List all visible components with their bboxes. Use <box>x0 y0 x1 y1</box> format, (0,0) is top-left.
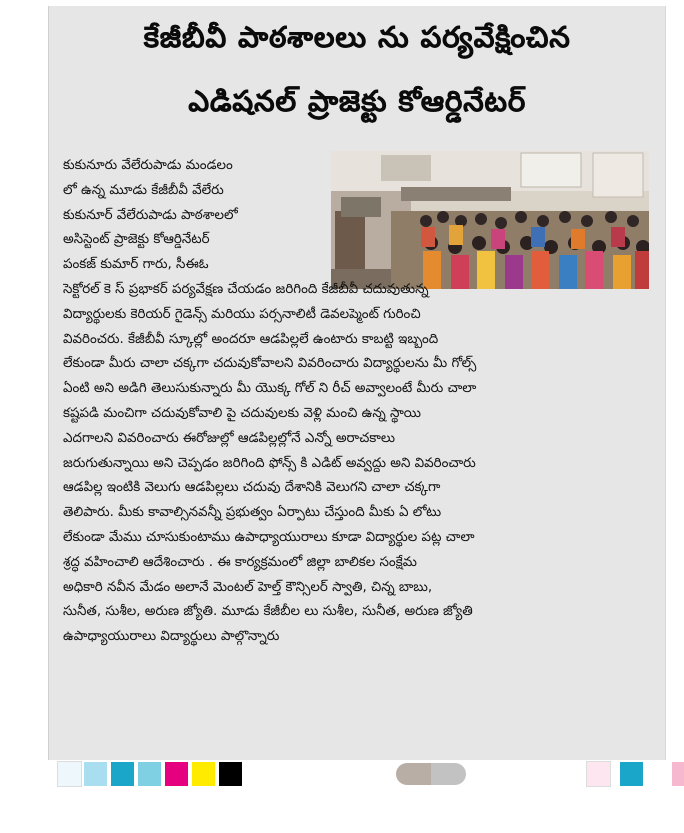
color-swatch <box>84 762 107 786</box>
article-line: ఎదగాలని వివరించారు ఈరోజుల్లో ఆడపిల్లల్లోనే ఎన్నో అరాచకాలు <box>63 430 395 446</box>
article-line: కుకునూరు వేలేరుపాడు మండలం <box>63 158 233 173</box>
article-line: ఆడపిల్ల ఇంటికి వెలుగు ఆడపిల్లలు చదువు దేశానికి వెలుగని చాలా చక్కగా <box>63 480 441 496</box>
article-line: పంకజ్ కుమార్ గారు, సీఈఓ <box>63 257 209 273</box>
headline-line-1: కేజీబీవీ పాఠశాలలు ను పర్యవేక్షించిన <box>143 20 571 54</box>
article-line: అధికారి నవీన మేడం అలానే మెంటల్ హెల్త్ కౌన్సిలర్ స్వాతి, చిన్న బాబు, <box>63 579 433 595</box>
headline-line-2: ఎడిషనల్ ప్రాజెక్టు కోఆర్డినేటర్ <box>188 84 526 118</box>
article-line: అసిస్టెంట్ ప్రాజెక్టు కోఆర్డినేటర్ <box>63 232 210 248</box>
article-line: విద్యార్థులకు కెరియర్ గైడెన్స్ మరియు పర్సనాలిటీ డెవలప్మెంట్ గురించి <box>63 306 421 322</box>
color-swatch <box>58 762 81 786</box>
article-line: శ్రద్ధ వహించాలి ఆదేశించారు . ఈ కార్యక్రమంలో జిల్లా బాలికల సంక్షేమ <box>63 554 417 570</box>
article-line: లేకుండా మేము చూసుకుంటాము ఉపాధ్యాయురాలు కూడా విద్యార్థుల పట్ల చాలా <box>63 529 475 545</box>
color-swatch <box>165 762 188 786</box>
article-line: ఏంటి అని అడిగి తెలుసుకున్నారు మీ యొక్క గోల్ ని రీచ్ అవ్వాలంటే మీరు చాలా <box>63 381 477 397</box>
article-line: సెక్టోరల్ కె స్ ప్రభాకర్ పర్యవేక్షణ చేయడం జరిగింది కేజీబీవీ చదువుతున్న <box>63 281 429 297</box>
color-swatch <box>111 762 134 786</box>
article-line: ఉపాధ్యాయురాలు విద్యార్థులు పాల్గొన్నారు <box>63 629 280 645</box>
article-line: లేకుండా మీరు చాలా చక్కగా చదువుకోవాలని వివరించారు విద్యార్థులను మీ గోల్స్ <box>63 356 477 372</box>
color-swatch <box>620 762 643 786</box>
color-swatch <box>587 762 610 786</box>
article-line: వివరించరు. కేజీబీవీ స్కూల్లో అందరూ ఆడపిల్లలే ఉంటారు కాబట్టి ఇబ్బంది <box>63 331 439 347</box>
color-swatch <box>192 762 215 786</box>
article-line: జరుగుతున్నాయి అని చెప్పడం జరిగింది ఫోన్స్ కి ఎడిట్ అవ్వద్దు అని వివరించారు <box>63 455 476 471</box>
color-swatch <box>219 762 242 786</box>
color-swatch <box>672 762 684 786</box>
newspaper-clipping <box>48 6 666 760</box>
article-line: కుకునూర్ వేలేరుపాడు పాఠశాలలో <box>63 207 238 223</box>
article-line: కష్టపడి మంచిగా చదువుకోవాలి పై చదువులకు వెళ్లి మంచి ఉన్న స్థాయి <box>63 405 421 421</box>
registration-mark <box>396 763 466 785</box>
article-line: సునీత, సుశీల, అరుణ జ్యోతి. మూడు కేజీబీల లు సుశీల, సునీత, అరుణ జ్యోతి <box>63 604 473 620</box>
article-line: లో ఉన్న మూడు కేజీబీవీ వేలేరు <box>63 182 224 198</box>
color-swatch <box>138 762 161 786</box>
article-line: తెలిపారు. మీకు కావాల్సినవన్నీ ప్రభుత్వం ఏర్పాటు చేస్తుంది మీకు ఏ లోటు <box>63 505 442 521</box>
article-body <box>63 154 653 650</box>
